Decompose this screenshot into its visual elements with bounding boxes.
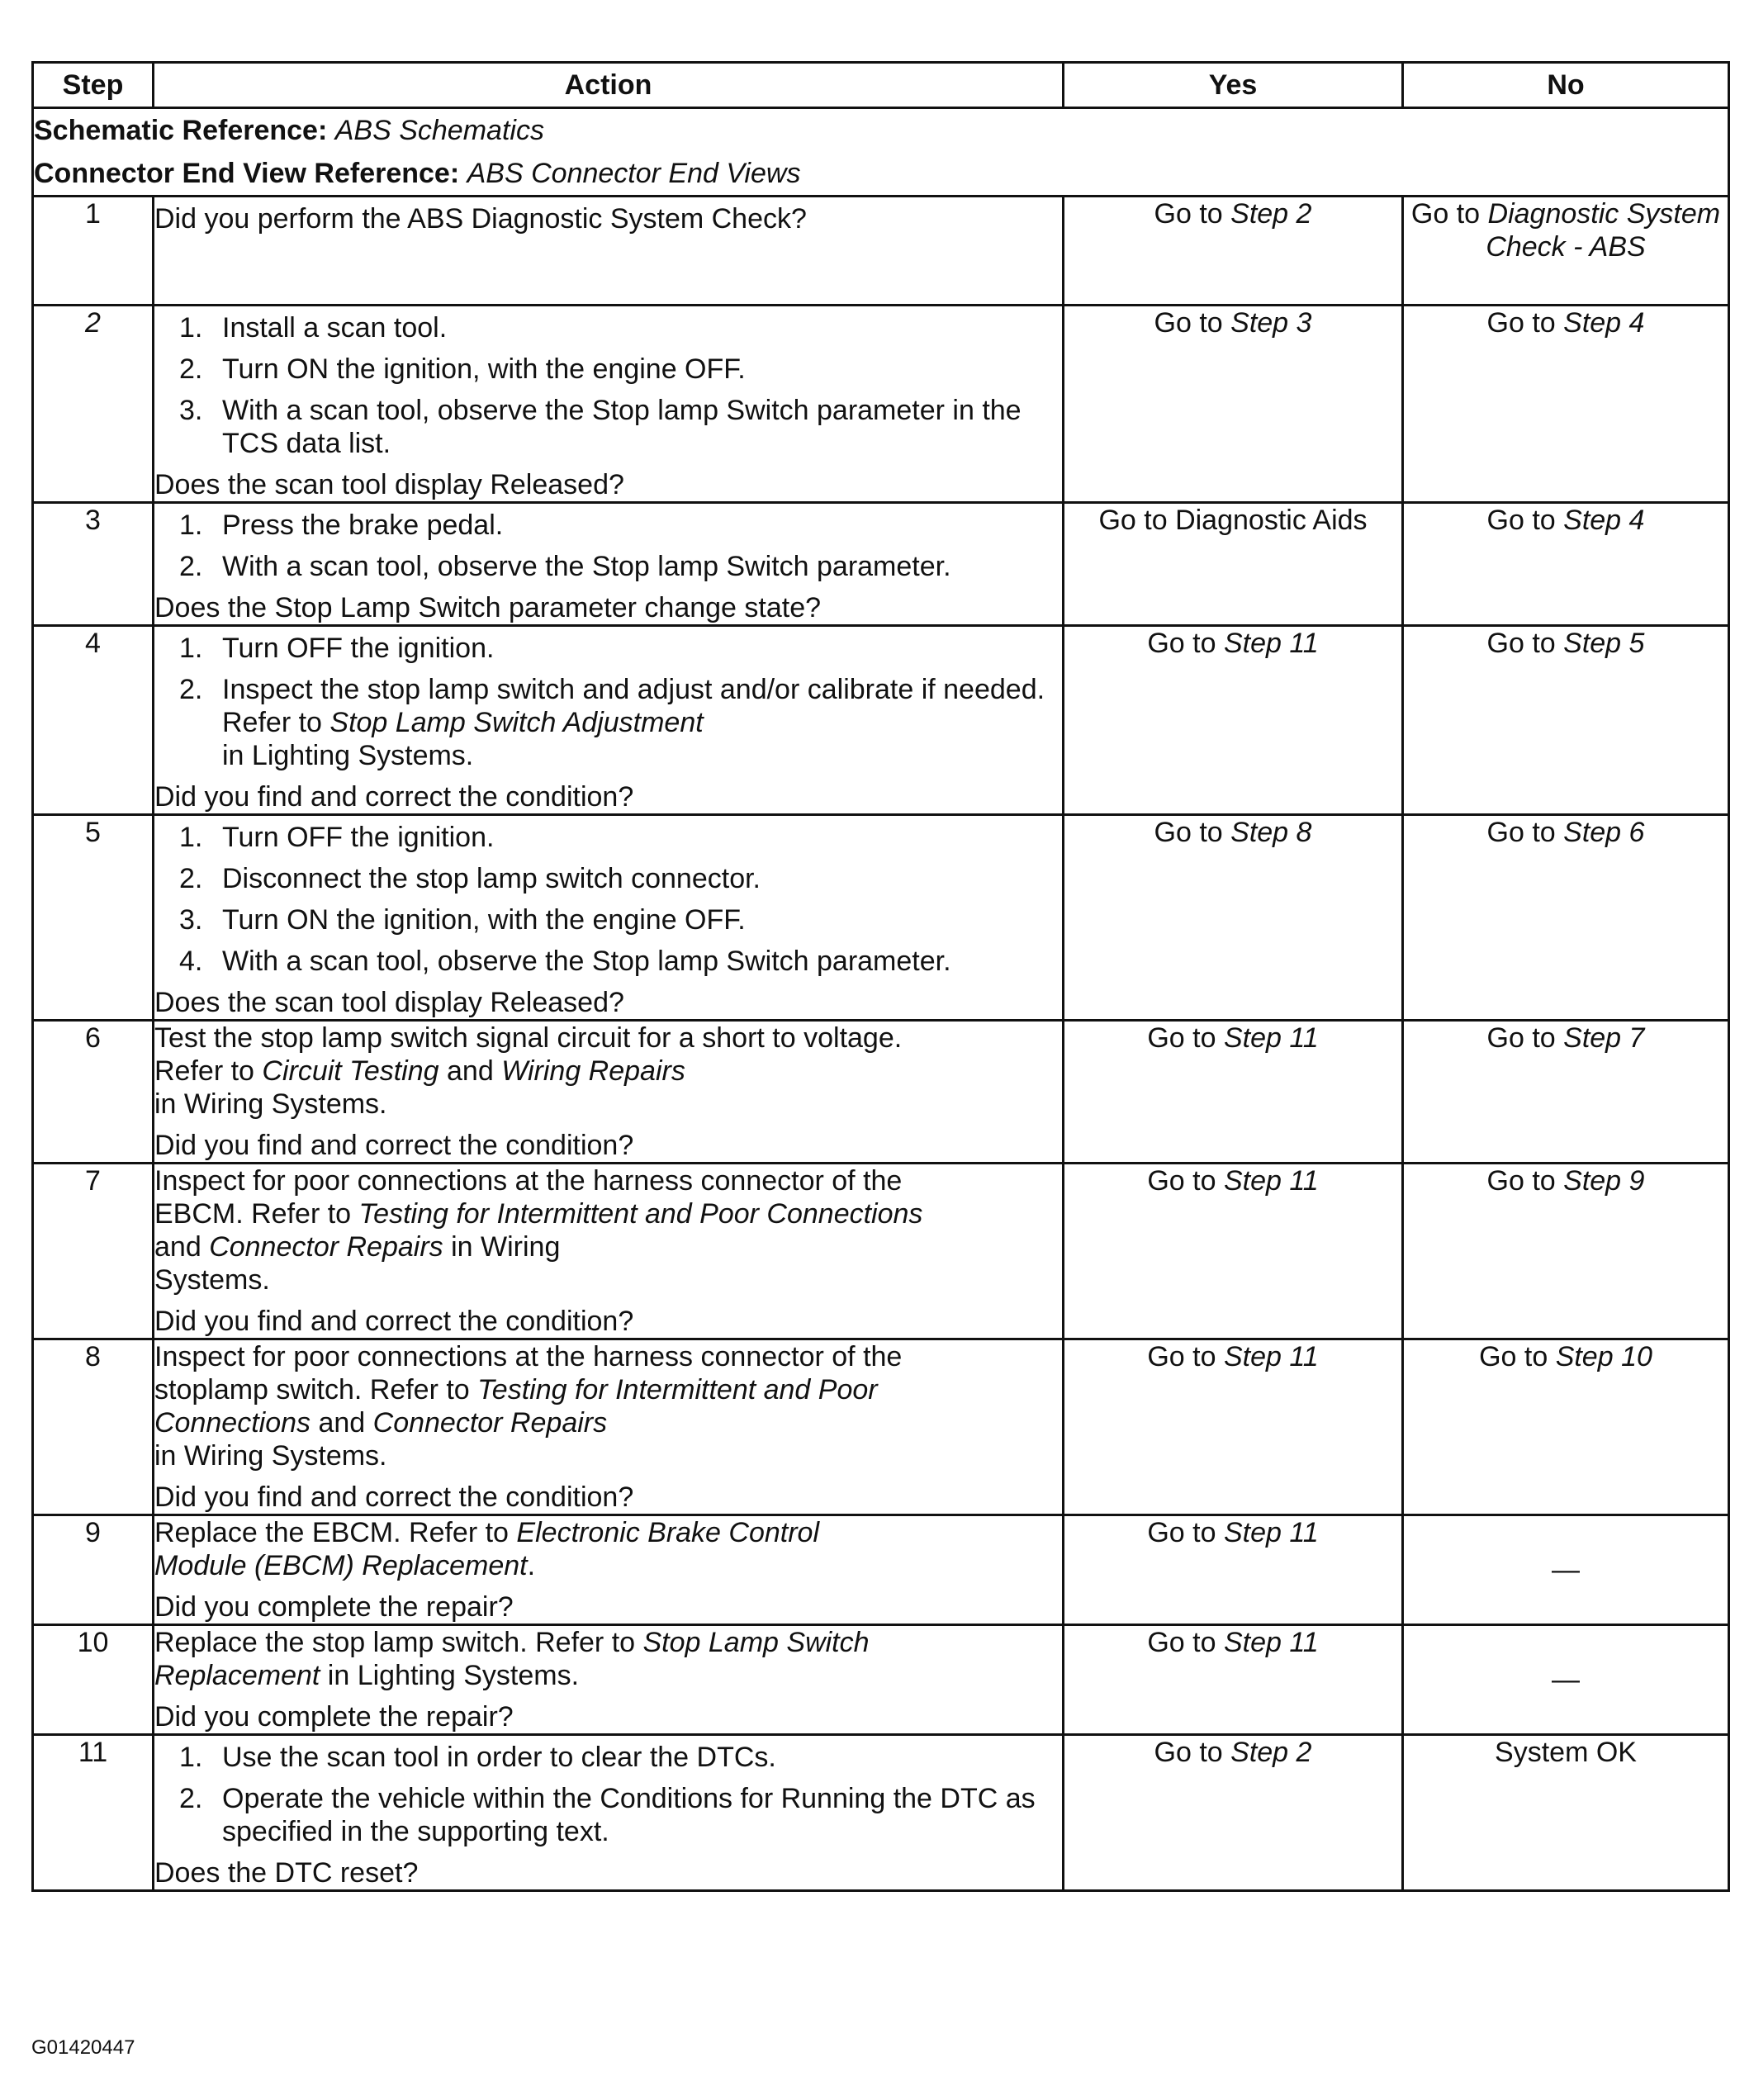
no-cell: — [1403, 1625, 1729, 1735]
header-row [33, 63, 1729, 108]
yes-cell: Go to Step 3 [1064, 306, 1403, 503]
no-cell: Go to Step 9 [1403, 1164, 1729, 1339]
table-row: 7 Inspect for poor connections at the harness connector of the EBCM. Refer to Testing for Intermittent and Poor Connections and Connector Repairs in Wiring Systems. Did you find and correct the condition? Go to Step 11 Go to Step 9 [33, 1164, 1729, 1339]
table-row: 4 1. Turn OFF the ignition. 2. Inspect the stop lamp switch and adjust and/or calibrate if needed. Refer to Stop Lamp Switch Adjustment in Lighting Systems. Did you find and correct the condition? Go to Step 11 Go to Step 5 [33, 626, 1729, 815]
step-question: Did you find and correct the condition? [154, 1481, 634, 1513]
step-question: Did you find and correct the condition? [154, 781, 634, 813]
yes-cell: Go to Step 2 [1064, 1735, 1403, 1891]
step-question: Did you perform the ABS Diagnostic System Check? [154, 203, 807, 235]
figure-code: G01420447 [31, 2036, 135, 2059]
step-question: Did you find and correct the condition? [154, 1306, 634, 1337]
no-cell: Go to Step 4 [1403, 503, 1729, 626]
no-cell: Go to Step 7 [1403, 1021, 1729, 1164]
no-cell: Go to Step 4 [1403, 306, 1729, 503]
no-cell: System OK [1403, 1735, 1729, 1891]
table-row: 2 1. Install a scan tool. 2. Turn ON the ignition, with the engine OFF. 3. With a scan tool, observe the Stop lamp Switch parameter in the TCS data list. Does the scan tool display Released? Go to Step 3 Go to Step 4 [33, 306, 1729, 503]
step-number: 2 [33, 306, 154, 503]
yes-cell: Go to Step 8 [1064, 815, 1403, 1021]
no-cell: Go to Step 6 [1403, 815, 1729, 1021]
table-row: 10 Replace the stop lamp switch. Refer to Stop Lamp Switch Replacement in Lighting Systems. Did you complete the repair? Go to Step 11 — [33, 1625, 1729, 1735]
diagnostic-table [31, 61, 1730, 1892]
step-number: 8 [33, 1339, 154, 1515]
table-row: 5 1. Turn OFF the ignition. 2. Disconnect the stop lamp switch connector. 3. Turn ON the ignition, with the engine OFF. 4. With a scan tool, observe the Stop lamp Switch parameter. Does the scan tool display Released? Go to Step 8 Go to Step 6 [33, 815, 1729, 1021]
yes-cell: Go to Step 11 [1064, 1515, 1403, 1625]
step-number: 7 [33, 1164, 154, 1339]
yes-cell: Go to Step 11 [1064, 1021, 1403, 1164]
yes-cell: Go to Diagnostic Aids [1064, 503, 1403, 626]
step-question: Does the scan tool display Released? [154, 469, 624, 500]
table-row: 9 Replace the EBCM. Refer to Electronic Brake Control Module (EBCM) Replacement. Did you complete the repair? Go to Step 11 — [33, 1515, 1729, 1625]
step-number: 6 [33, 1021, 154, 1164]
table-row: 11 1. Use the scan tool in order to clear the DTCs. 2. Operate the vehicle within the Conditions for Running the DTC as specified in the supporting text. Does the DTC reset? Go to Step 2 System OK [33, 1735, 1729, 1891]
no-cell: Go to Step 5 [1403, 626, 1729, 815]
step-number: 11 [33, 1735, 154, 1891]
reference-row [33, 108, 1729, 197]
yes-cell: Go to Step 11 [1064, 626, 1403, 815]
yes-cell: Go to Step 11 [1064, 1164, 1403, 1339]
schematic-reference: Schematic Reference: ABS Schematics [34, 115, 544, 146]
step-question: Does the Stop Lamp Switch parameter change state? [154, 592, 822, 623]
table-row: 6 Test the stop lamp switch signal circuit for a short to voltage. Refer to Circuit Testing and Wiring Repairs in Wiring Systems. Did you find and correct the condition? Go to Step 11 Go to Step 7 [33, 1021, 1729, 1164]
step-question: Did you complete the repair? [154, 1701, 514, 1733]
yes-cell: Go to Step 11 [1064, 1339, 1403, 1515]
no-cell: Go to Diagnostic System Check - ABS [1403, 197, 1729, 306]
step-question: Did you complete the repair? [154, 1591, 514, 1623]
step-number: 3 [33, 503, 154, 626]
connector-reference: Connector End View Reference: ABS Connector End Views [34, 158, 801, 189]
header-no: No [1403, 63, 1729, 108]
step-question: Does the scan tool display Released? [154, 987, 624, 1018]
step-number: 1 [33, 197, 154, 306]
yes-cell: Go to Step 2 [1064, 197, 1403, 306]
step-number: 5 [33, 815, 154, 1021]
yes-cell: Go to Step 11 [1064, 1625, 1403, 1735]
table-row [33, 197, 1729, 306]
step-question: Does the DTC reset? [154, 1857, 419, 1889]
header-yes: Yes [1064, 63, 1403, 108]
no-cell: — [1403, 1515, 1729, 1625]
header-step: Step [33, 63, 154, 108]
step-number: 9 [33, 1515, 154, 1625]
step-question: Did you find and correct the condition? [154, 1130, 634, 1161]
step-number: 10 [33, 1625, 154, 1735]
step-number: 4 [33, 626, 154, 815]
no-cell: Go to Step 10 [1403, 1339, 1729, 1515]
header-action: Action [154, 63, 1064, 108]
table-row: 3 1. Press the brake pedal. 2. With a scan tool, observe the Stop lamp Switch parameter. Does the Stop Lamp Switch parameter change state? Go to Diagnostic Aids Go to Step 4 [33, 503, 1729, 626]
table-row: 8 Inspect for poor connections at the harness connector of the stoplamp switch. Refer to Testing for Intermittent and Poor Connections and Connector Repairs in Wiring Systems. Did you find and correct the condition? Go to Step 11 Go to Step 10 [33, 1339, 1729, 1515]
